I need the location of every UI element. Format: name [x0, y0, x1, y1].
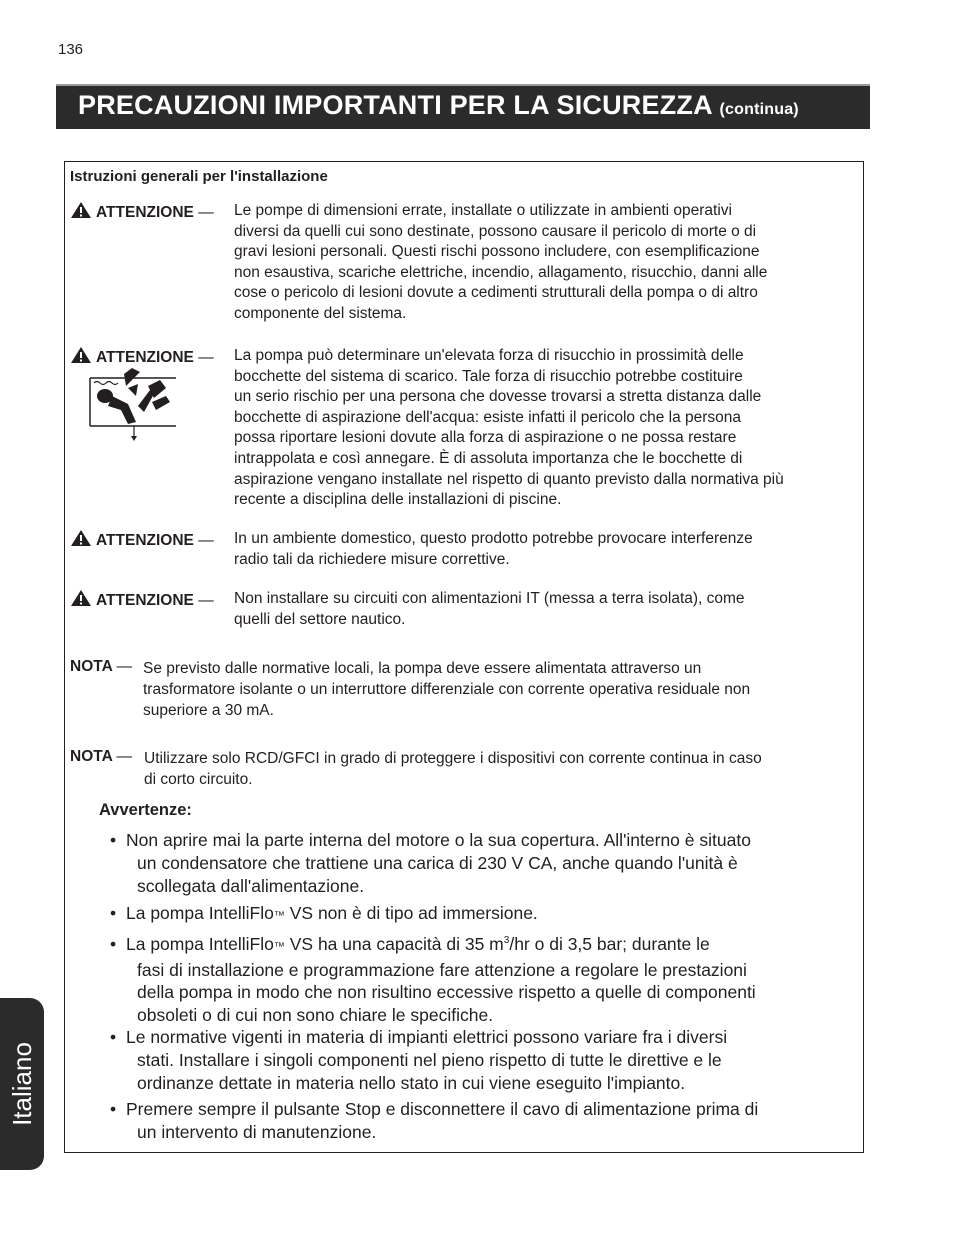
- list-item: • La pompa IntelliFlo™ VS ha una capacità di 35 $m^3/hr$ o di 3,5 bar; durante le fasi di installazione e programmazione fare attenzione a regolare le prestazioni della pompa in modo che non risultino eccessive rispetto a quelle di componenti obsoleti o di cui non sono chiare le specifiche.: [110, 933, 756, 1026]
- warning-triangle-icon: [70, 346, 92, 364]
- note-label: NOTA —: [70, 658, 132, 675]
- warning-label: ATTENZIONE —: [70, 529, 214, 550]
- note-label: NOTA —: [70, 748, 132, 765]
- note-text: Se previsto dalle normative locali, la pompa deve essere alimentata attraverso un trasformatore isolante o un interruttore differenziale con corrente operativa residuale non superiore a 30 mA.: [143, 660, 751, 719]
- warning-text: Non installare su circuiti con alimentazioni IT (messa a terra isolata), come quelli del settore nautico.: [234, 590, 745, 628]
- suction-entrapment-hazard-icon: [88, 366, 178, 444]
- list-item: • La pompa IntelliFlo™ VS non è di tipo ad immersione.: [110, 903, 538, 923]
- continued-label: (continua): [719, 101, 799, 118]
- note-text: Utilizzare solo RCD/GFCI in grado di proteggere i dispositivi con corrente continua in caso di corto circuito.: [144, 750, 762, 788]
- warning-text: La pompa può determinare un'elevata forza di risucchio in prossimità delle bocchette del sistema di scarico. Tale forza di risucchio potrebbe costituire un serio rischio per una persona che dovesse trovarsi a stretta distanza dalle bocchette di aspirazione dell'acqua: esiste infatti il pericolo che la persona possa riportare lesioni dovute alla forza di aspirazione o ne possa restare intrappolata e così annegare. È di assoluta importanza che le bocchette di aspirazione vengano installate nel rispetto di quanto previsto dalla normativa più recente a disciplina delle installazioni di piscine.: [234, 347, 784, 509]
- language-side-tab: [0, 998, 44, 1170]
- page-title: PRECAUZIONI IMPORTANTI PER LA SICUREZZA (continua): [78, 90, 799, 120]
- warning-triangle-icon: [70, 529, 92, 547]
- warning-triangle-icon: [70, 589, 92, 607]
- warning-label: ATTENZIONE —: [70, 201, 214, 222]
- warning-text: Le pompe di dimensioni errate, installate o utilizzate in ambienti operativi diversi da quelli cui sono destinate, possono causare il pericolo di morte o di gravi lesioni personali. Questi rischi possono includere, con esemplificazione non esaustiva, scariche elettriche, incendio, allagamento, risucchio, danni alle cose o pericolo di lesioni dovute a cedimenti strutturali della pompa o di altro componente del sistema.: [234, 202, 768, 322]
- warning-text: In un ambiente domestico, questo prodotto potrebbe provocare interferenze radio tali da richiedere misure correttive.: [234, 530, 753, 568]
- warning-label: ATTENZIONE —: [70, 589, 214, 610]
- list-item: • Non aprire mai la parte interna del motore o la sua copertura. All'interno è situato un condensatore che trattiene una carica di 230 V CA, anche quando l'unità è scollegata dall'alimentazione.: [110, 830, 751, 896]
- notices-title: Avvertenze:: [99, 801, 192, 819]
- page-number: 136: [58, 41, 84, 58]
- warning-label: ATTENZIONE —: [70, 346, 214, 367]
- section-subtitle: Istruzioni generali per l'installazione: [70, 168, 328, 185]
- language-label: Italiano: [7, 1042, 37, 1126]
- list-item: • Le normative vigenti in materia di impianti elettrici possono variare fra i diversi stati. Installare i singoli componenti nel pieno rispetto di tutte le direttive e le ordinanze dettate in materia nello stato in cui viene eseguito l'impianto.: [110, 1027, 728, 1093]
- section-header-bar: [56, 84, 870, 129]
- list-item: • Premere sempre il pulsante Stop e disconnettere il cavo di alimentazione prima di un intervento di manutenzione.: [110, 1099, 759, 1142]
- warning-triangle-icon: [70, 201, 92, 219]
